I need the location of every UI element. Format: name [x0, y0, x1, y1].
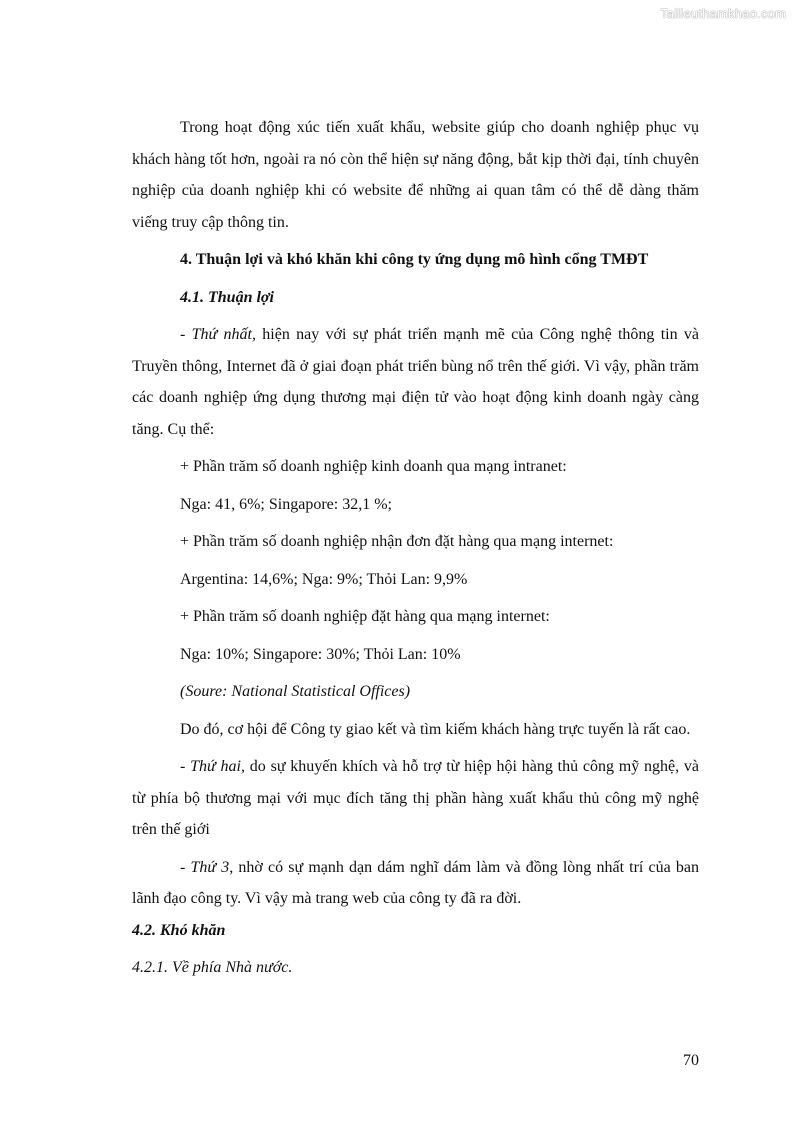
watermark: Tailieuthamkhao.com	[660, 6, 786, 21]
page-number: 70	[683, 1052, 699, 1069]
paragraph-third	[132, 852, 699, 915]
section-heading-4: 4. Thuận lợi và khó khăn khi công ty ứng dụng mô hình cổng TMĐT	[180, 251, 649, 268]
first-label: - Thứ nhất,	[180, 326, 256, 343]
stat-item-1-title: + Phần trăm số doanh nghiệp kinh doanh qua mạng intranet:	[180, 458, 567, 475]
second-text: do sự khuyến khích và hỗ trợ từ hiệp hội hàng thủ công mỹ nghệ, và từ phía bộ thương mại với mục đích tăng thị phần hàng xuất khẩu thủ công mỹ nghệ trên thế giới	[132, 758, 699, 838]
stat-item-3-values: Nga: 10%; Singapore: 30%; Thỏi Lan: 10%	[180, 645, 461, 663]
conclusion-paragraph: Do đó, cơ hội để Công ty giao kết và tìm kiếm khách hàng trực tuyến là rất cao.	[180, 720, 691, 738]
stat-item-1-values: Nga: 41, 6%; Singapore: 32,1 %;	[180, 495, 392, 513]
third-text: , nhờ có sự mạnh dạn dám nghĩ dám làm và đồng lòng nhất trí của ban lãnh đạo công ty. Vì vậy mà trang web của công ty đã ra đời.	[132, 858, 699, 907]
second-label: - Thứ hai,	[180, 758, 245, 775]
first-text: hiện nay với sự phát triển mạnh mẽ của Công nghệ thông tin và Truyền thông, Internet đã ở giai đoạn phát triển bùng nổ trên thế giới. Vì vậy, phần trăm các doanh nghiệp ứng dụng thương mại điện tử vào hoạt động kinh doanh ngày càng tăng. Cụ thể:	[132, 326, 699, 438]
subsection-heading-4-2: 4.2. Khó khăn	[132, 921, 226, 939]
subsection-heading-4-1: 4.1. Thuận lợi	[180, 288, 274, 306]
paragraph-second	[132, 751, 699, 846]
subsection-heading-4-2-1: 4.2.1. Về phía Nhà nước.	[132, 959, 293, 976]
stat-item-2-title: + Phần trăm số doanh nghiệp nhận đơn đặt hàng qua mạng internet:	[180, 533, 614, 550]
source-citation: (Soure: National Statistical Offices)	[180, 683, 411, 700]
page-body	[132, 112, 699, 984]
paragraph-first	[132, 319, 699, 445]
intro-paragraph: Trong hoạt động xúc tiến xuất khẩu, website giúp cho doanh nghiệp phục vụ khách hàng tốt hơn, ngoài ra nó còn thể hiện sự năng động, bắt kịp thời đại, tính chuyên nghiệp của doanh nghiệp khi có website để những ai quan tâm có thể dễ dàng thăm viếng truy cập thông tin.	[132, 119, 699, 231]
third-label: - Thứ 3	[180, 858, 230, 876]
stat-item-3-title: + Phần trăm số doanh nghiệp đặt hàng qua mạng internet:	[180, 608, 550, 625]
stat-item-2-values: Argentina: 14,6%; Nga: 9%; Thỏi Lan: 9,9%	[180, 570, 468, 588]
